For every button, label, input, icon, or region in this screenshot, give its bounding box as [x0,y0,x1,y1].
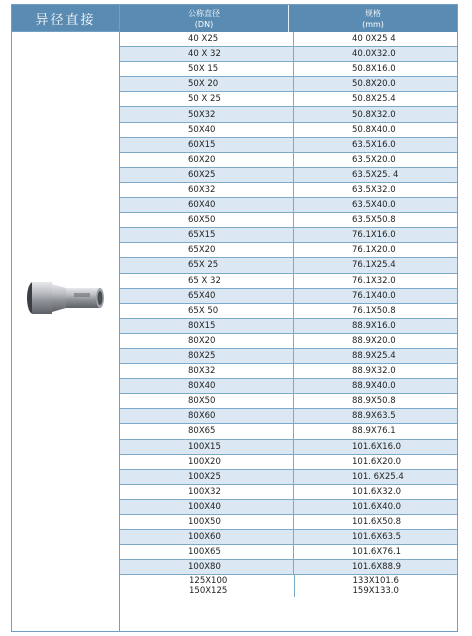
dn-cell: 65X 25 [120,258,294,272]
dn-cell: 60X50 [120,213,294,227]
table-row [120,545,457,560]
spec-cell: 88.9X76.1 [352,426,396,437]
spec-table-frame [11,4,458,632]
table-row [120,92,457,107]
spec-cell: 88.9X16.0 [352,320,396,331]
dn-cell: 80X32 [120,364,294,378]
spec-cell: 101.6X40.0 [352,501,402,512]
spec-cell: 76.1X16.0 [352,230,396,241]
dn-cell: 40 X 32 [120,47,294,61]
table-row [120,168,457,183]
table-row [120,183,457,198]
dn-cell: 40 X25 [120,32,294,46]
header-specification [289,5,457,32]
dn-value: 150X125 [189,586,228,597]
spec-cell: 101.6X50.8 [352,517,402,528]
table-row [120,364,457,379]
spec-cell: 63.5X50.8 [352,215,396,226]
spec-cell: 101.6X88.9 [352,562,402,573]
dn-cell: 100X80 [120,560,294,574]
table-row [120,334,457,349]
table-row [120,123,457,138]
spec-cell: 88.9X40.0 [352,381,396,392]
table-row [120,500,457,515]
spec-cell: 40 0X25 4 [352,34,396,45]
table-row [120,379,457,394]
header-nominal-diameter [120,5,289,32]
spec-cell: 101.6X63.5 [352,532,402,543]
table-row [120,394,457,409]
spec-cell [295,575,458,597]
table-row [120,455,457,470]
table-row [120,575,457,597]
dn-cell: 60X20 [120,153,294,167]
spec-cell: 101.6X20.0 [352,456,402,467]
spec-cell: 63.5X40.0 [352,200,396,211]
spec-cell: 76.1X50.8 [352,305,396,316]
table-row [120,440,457,455]
dn-cell: 100X32 [120,485,294,499]
spec-value: 159X133.0 [352,586,399,597]
spec-cell: 63.5X16.0 [352,139,396,150]
dn-cell: 65X40 [120,289,294,303]
reducing-coupling-icon [26,275,112,321]
table-row [120,485,457,500]
dn-cell: 100X50 [120,515,294,529]
dn-cell: 50 X 25 [120,92,294,106]
spec-cell: 63.5X32.0 [352,184,396,195]
table-row [120,107,457,122]
dn-cell: 60X15 [120,138,294,152]
spec-cell: 50.8X20.0 [352,79,396,90]
header-col1-title: 公称直径 [188,8,220,18]
spec-cell: 101.6X16.0 [352,441,402,452]
table-row [120,304,457,319]
dn-cell: 80X20 [120,334,294,348]
table-row [120,424,457,439]
dn-cell [120,575,295,597]
table-row [120,153,457,168]
table-row [120,515,457,530]
spec-cell: 76.1X32.0 [352,275,396,286]
table-body [120,32,457,575]
dn-cell: 80X25 [120,349,294,363]
spec-cell: 101. 6X25.4 [352,471,404,482]
header-col2-title: 规格 [365,8,381,18]
dn-cell: 80X65 [120,424,294,438]
dn-cell: 100X60 [120,530,294,544]
spec-cell: 50.8X16.0 [352,64,396,75]
spec-cell: 88.9X25.4 [352,351,396,362]
spec-cell: 88.9X63.5 [352,411,396,422]
dn-cell: 50X32 [120,107,294,121]
table-row [120,409,457,424]
table-row [120,138,457,153]
table-row [120,198,457,213]
dn-cell: 65X20 [120,243,294,257]
dn-cell: 50X 20 [120,77,294,91]
dn-cell: 100X15 [120,440,294,454]
spec-cell: 76.1X25.4 [352,260,396,271]
spec-cell: 63.5X20.0 [352,154,396,165]
spec-cell: 76.1X20.0 [352,245,396,256]
dn-value: 125X100 [189,576,228,587]
spec-table [120,5,457,597]
spec-cell: 88.9X50.8 [352,396,396,407]
dn-cell: 60X32 [120,183,294,197]
spec-cell: 40.0X32.0 [352,49,396,60]
spec-value: 133X101.6 [352,576,399,587]
header-col2-unit: (mm) [362,19,384,29]
spec-cell: 88.9X32.0 [352,366,396,377]
table-row [120,213,457,228]
dn-cell: 65X15 [120,228,294,242]
spec-cell: 101.6X32.0 [352,486,402,497]
dn-cell: 100X25 [120,470,294,484]
spec-cell: 101.6X76.1 [352,547,402,558]
dn-cell: 65 X 32 [120,274,294,288]
category-column [12,5,120,631]
spec-cell: 63.5X25. 4 [352,169,399,180]
spec-cell: 50.8X25.4 [352,94,396,105]
dn-cell: 50X40 [120,123,294,137]
dn-cell: 80X15 [120,319,294,333]
table-row [120,274,457,289]
dn-cell: 60X25 [120,168,294,182]
spec-cell: 76.1X40.0 [352,290,396,301]
table-header [120,5,457,32]
dn-cell: 80X40 [120,379,294,393]
table-row [120,470,457,485]
category-label: 异径直接 [12,5,119,32]
table-row [120,530,457,545]
table-row [120,289,457,304]
table-row [120,349,457,364]
table-row [120,243,457,258]
spec-cell: 50.8X32.0 [352,109,396,120]
spec-cell: 50.8X40.0 [352,124,396,135]
dn-cell: 60X40 [120,198,294,212]
dn-cell: 100X40 [120,500,294,514]
table-row [120,47,457,62]
dn-cell: 65X 50 [120,304,294,318]
dn-cell: 80X60 [120,409,294,423]
table-row [120,77,457,92]
table-row [120,62,457,77]
dn-cell: 100X65 [120,545,294,559]
table-row [120,319,457,334]
spec-cell: 88.9X20.0 [352,335,396,346]
table-row [120,228,457,243]
dn-cell: 80X50 [120,394,294,408]
dn-cell: 100X20 [120,455,294,469]
table-row [120,560,457,575]
table-row [120,258,457,273]
table-row [120,32,457,47]
dn-cell: 50X 15 [120,62,294,76]
header-col1-unit: (DN) [194,19,214,29]
